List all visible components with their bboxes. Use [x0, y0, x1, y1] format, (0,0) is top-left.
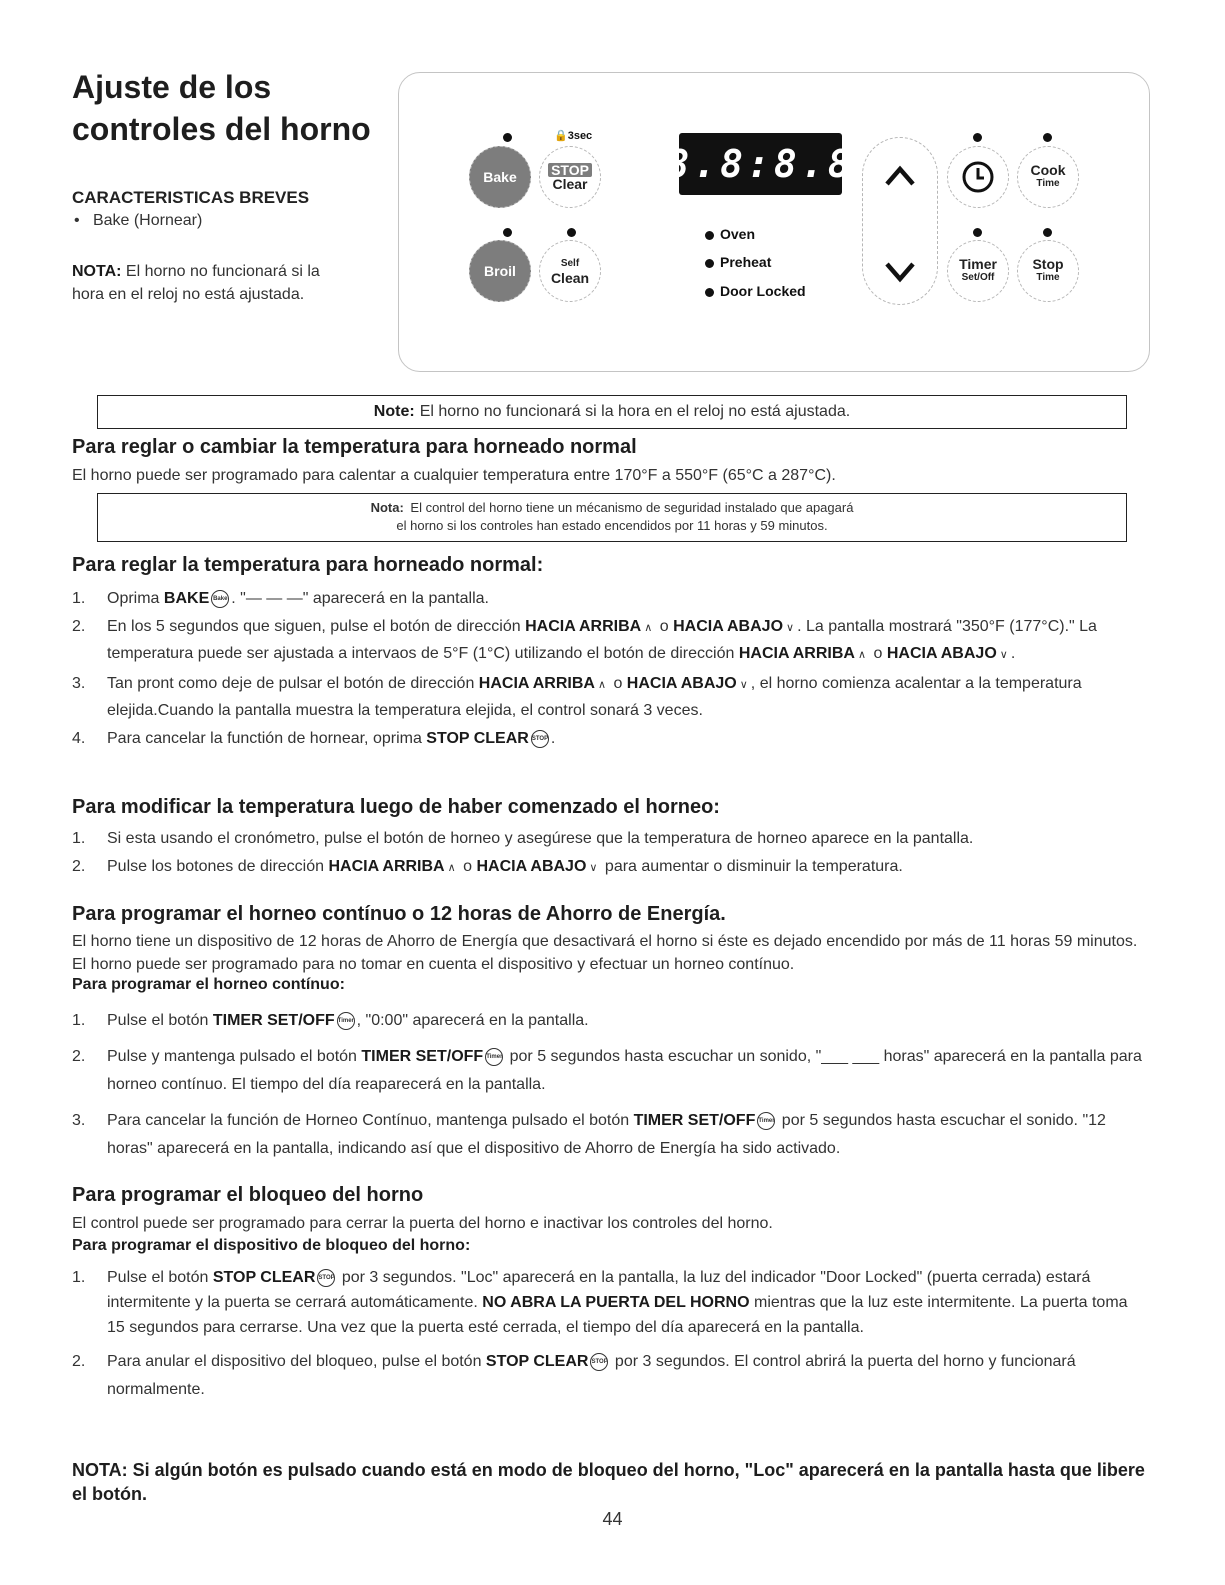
section5-steps: [72, 1265, 1147, 1407]
stop-time-button[interactable]: Stop Time: [1017, 240, 1079, 302]
list-item: 2. Pulse los botones de dirección HACIA ARRIBA ∧ o HACIA ABAJO ∨ para aumentar o disminuir la temperatura.: [72, 858, 903, 875]
self-clean-indicator-dot: [567, 228, 576, 237]
features-heading: CARACTERISTICAS BREVES: [72, 188, 310, 207]
list-item: 2. Pulse y mantenga pulsado el botón TIMER SET/OFF Timer por 5 segundos hasta escuchar un sonido, "___ ___ horas" aparecerá en la pantalla para horneo contínuo. El tiempo del día reaparecerá en la pantalla.: [72, 1048, 1142, 1093]
cook-time-indicator-dot: [1043, 133, 1052, 142]
down-chevron-icon: ∨: [589, 862, 598, 874]
timer-indicator-dot: [973, 228, 982, 237]
stop-clear-icon: STOP: [590, 1353, 608, 1371]
cook-time-button[interactable]: Cook Time: [1017, 146, 1079, 208]
broil-indicator-dot: [503, 228, 512, 237]
section3-heading: Para modificar la temperatura luego de haber comenzado el horneo:: [72, 796, 720, 818]
list-item: 1. Pulse el botón TIMER SET/OFF Timer , "0:00" aparecerá en la pantalla.: [72, 1012, 589, 1029]
clock-button[interactable]: [947, 146, 1009, 208]
nota-box: [97, 493, 1127, 542]
clock-icon: [961, 160, 995, 194]
list-item: 2. Para anular el dispositivo del bloqueo, pulse el botón STOP CLEAR STOP por 3 segundos. El control abrirá la puerta del horno y funcionará normalmente.: [72, 1353, 1076, 1398]
timer-set-off-icon: Timer: [485, 1048, 503, 1066]
bake-icon: Bake: [211, 590, 229, 608]
list-item: 1. Oprima BAKE Bake . "— — —" aparecerá en la pantalla.: [72, 590, 489, 607]
feature-item: • Bake (Hornear): [74, 212, 203, 229]
stop-time-indicator-dot: [1043, 228, 1052, 237]
section4-steps: [72, 1008, 1147, 1166]
section2-steps: [72, 586, 1147, 754]
up-arrow-icon[interactable]: [884, 160, 916, 192]
list-item: 1. Pulse el botón STOP CLEAR STOP por 3 segundos. "Loc" aparecerá en la pantalla, la luz del indicador "Door Locked" (puerta cerrada) estará intermitente y la puerta se cerrará automáticamente. NO ABRA LA PUERTA DEL HORNO mientras que la luz este intermitente. La puerta toma 15 segundos para cerrarse. Una vez que la puerta esté cerrada, el tiempo del día aparecerá en la pantalla.: [72, 1269, 1128, 1336]
self-clean-button[interactable]: Self Clean: [539, 240, 601, 302]
final-note: NOTA: Si algún botón es pulsado cuando está en modo de bloqueo del horno, "Loc" aparecerá en la pantalla hasta que libere el botón.: [72, 1460, 1145, 1504]
note-text: El horno no funcionará si la hora en el reloj no está ajustada.: [419, 403, 851, 420]
list-item: 4. Para cancelar la functión de hornear, oprima STOP CLEAR STOP .: [72, 730, 556, 747]
timer-set-off-icon: Timer: [757, 1112, 775, 1130]
section4-text: El horno tiene un dispositivo de 12 horas de Ahorro de Energía que desactivará el horno si éste es dejado encendido por más de 11 horas 59 minutos. El horno puede ser programado para no tomar en cuenta el dispositivo y efectuar un horneo contínuo.: [72, 933, 1138, 973]
bake-indicator-dot: [503, 133, 512, 142]
up-chevron-icon: ∧: [447, 862, 456, 874]
nota-line2: el horno si los controles han estado encendidos por 11 horas y 59 minutos.: [396, 518, 828, 533]
list-item: 3. Tan pront como deje de pulsar el botón de dirección HACIA ARRIBA ∧ o HACIA ABAJO ∨ , el horno comienza acalentar a la temperatura elejida.Cuando la pantalla muestra la temperatura elejida, el control sonará 3 veces.: [72, 675, 1082, 719]
stop-clear-icon: STOP: [531, 730, 549, 748]
note-label: Note:: [373, 403, 415, 420]
section4-subheading: Para programar el horneo contínuo:: [72, 976, 345, 993]
down-arrow-icon[interactable]: [884, 256, 916, 288]
bake-button[interactable]: Bake: [469, 146, 531, 208]
section3-steps: [72, 826, 1147, 884]
top-note-text: El horno no funcionará si la hora en el reloj no está ajustada.: [72, 263, 320, 303]
section1-text: El horno puede ser programado para calentar a cualquier temperatura entre 170°F a 550°F (65°C a 287°C).: [72, 467, 836, 484]
feature-item-text: Bake (Hornear): [92, 212, 203, 229]
clock-indicator-dot: [973, 133, 982, 142]
stop-clear-button[interactable]: STOP Clear: [539, 146, 601, 208]
stop-clear-icon: STOP: [317, 1269, 335, 1287]
page-title: Ajuste de los controles del horno: [72, 69, 371, 147]
section5-subheading: Para programar el dispositivo de bloqueo del horno:: [72, 1237, 471, 1254]
up-chevron-icon: ∧: [857, 649, 867, 661]
down-chevron-icon: ∨: [739, 679, 748, 691]
door-locked-indicator: Door Locked: [705, 283, 806, 299]
up-chevron-icon: ∧: [644, 622, 653, 634]
down-chevron-icon: ∨: [999, 649, 1008, 661]
note-box: [97, 395, 1127, 429]
up-chevron-icon: ∧: [597, 679, 606, 691]
nota-line1: Nota: El control del horno tiene un mécanismo de seguridad instalado que apagará: [370, 500, 854, 515]
page-number: 44: [602, 1509, 623, 1529]
section2-heading: Para reglar la temperatura para horneado normal:: [72, 554, 544, 576]
control-panel-illustration: [398, 72, 1150, 372]
list-item: 3. Para cancelar la función de Horneo Contínuo, mantenga pulsado el botón TIMER SET/OFF Timer por 5 segundos hasta escuchar el sonido. "12 horas" aparecerá en la pantalla, indicando así que el dispositivo de Ahorro de Energía ha sido activado.: [72, 1112, 1106, 1157]
lock-3sec-label: 🔒3sec: [554, 130, 593, 142]
list-item: 2. En los 5 segundos que siguen, pulse el botón de dirección HACIA ARRIBA ∧ o HACIA ABAJO ∨ . La pantalla mostrará "350°F (177°C)." La temperatura puede ser ajustada a intervaos de 5°F (1°C) utilizando el botón de dirección HACIA ARRIBA ∧ o HACIA ABAJO ∨ .: [72, 618, 1097, 662]
digital-display: 8.8:8.8: [679, 133, 842, 195]
timer-set-off-icon: Timer: [337, 1012, 355, 1030]
section1-heading: Para reglar o cambiar la temperatura para horneado normal: [72, 436, 637, 458]
top-note-label: NOTA:: [72, 263, 122, 280]
preheat-indicator: Preheat: [705, 254, 771, 270]
lock-icon: 🔒: [554, 130, 568, 142]
timer-set-off-button[interactable]: Timer Set/Off: [947, 240, 1009, 302]
section5-text: El control puede ser programado para cerrar la puerta del horno e inactivar los controles del horno.: [72, 1215, 773, 1232]
top-note: [72, 260, 322, 306]
oven-indicator: Oven: [705, 226, 755, 242]
section5-heading: Para programar el bloqueo del horno: [72, 1184, 424, 1206]
list-item: 1. Si esta usando el cronómetro, pulse el botón de horneo y asegúrese que la temperatura de horneo aparece en la pantalla.: [72, 830, 974, 847]
broil-button[interactable]: Broil: [469, 240, 531, 302]
down-chevron-icon: ∨: [786, 622, 795, 634]
section4-heading: Para programar el horneo contínuo o 12 horas de Ahorro de Energía.: [72, 903, 726, 925]
